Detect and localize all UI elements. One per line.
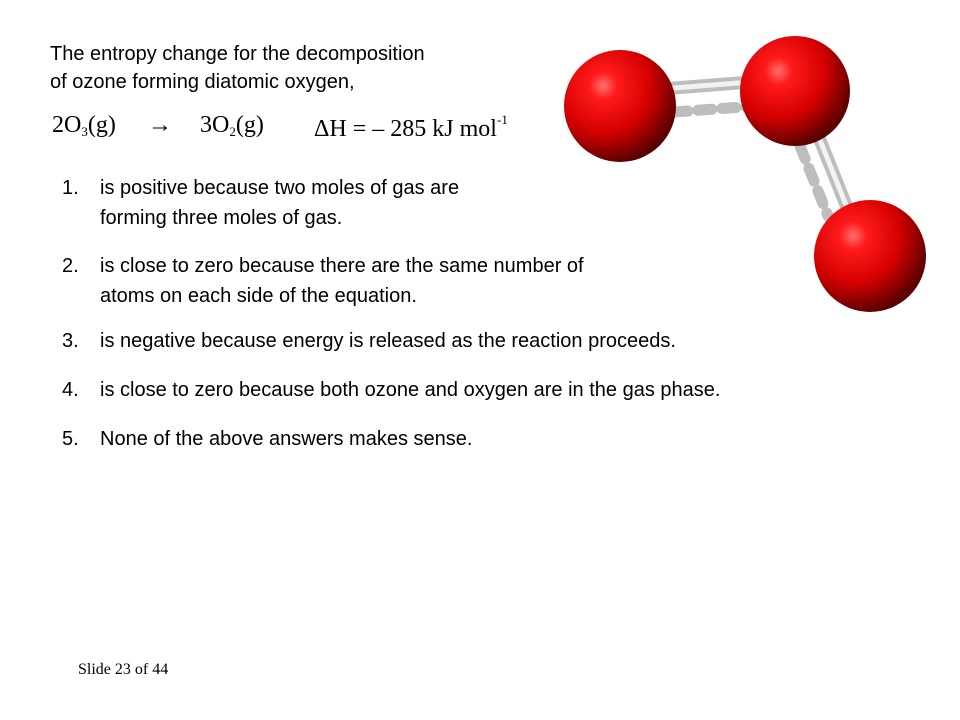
answer-choice-3[interactable]: 3. is negative because energy is released as the reaction proceeds.	[62, 326, 862, 356]
answer-number: 1.	[62, 177, 79, 199]
oxygen-atom-left	[564, 50, 676, 162]
enthalpy-change: ΔH = – 285 kJ mol$^{-1}$	[314, 112, 508, 142]
answer-number: 2.	[62, 255, 79, 277]
answer-number: 4.	[62, 379, 79, 401]
answer-choice-1[interactable]: 1. is positive because two moles of gas are forming three moles of gas.	[62, 173, 862, 233]
bond-right	[800, 135, 848, 216]
question-line-2: of ozone forming diatomic oxygen,	[50, 71, 355, 93]
answer-choice-2[interactable]: 2. is close to zero because there are the same number of atoms on each side of the equation.	[62, 251, 862, 311]
slide-number: Slide 23 of 44	[78, 661, 169, 678]
product: $3O_2(g)$	[200, 112, 264, 139]
answer-number: 5.	[62, 428, 79, 450]
question-line-1: The entropy change for the decomposition	[50, 43, 425, 65]
reactant: $2O_3(g)$	[52, 112, 116, 139]
ozone-molecule-image	[556, 20, 960, 330]
oxygen-atom-bottom	[814, 200, 926, 312]
answer-number: 3.	[62, 330, 79, 352]
answer-choice-4[interactable]: 4. is close to zero because both ozone and oxygen are in the gas phase.	[62, 375, 862, 405]
reaction-arrow: →	[148, 112, 172, 138]
answer-choice-5[interactable]: 5. None of the above answers makes sense.	[62, 424, 862, 454]
question-text	[50, 40, 425, 96]
oxygen-atom-center	[740, 36, 850, 146]
